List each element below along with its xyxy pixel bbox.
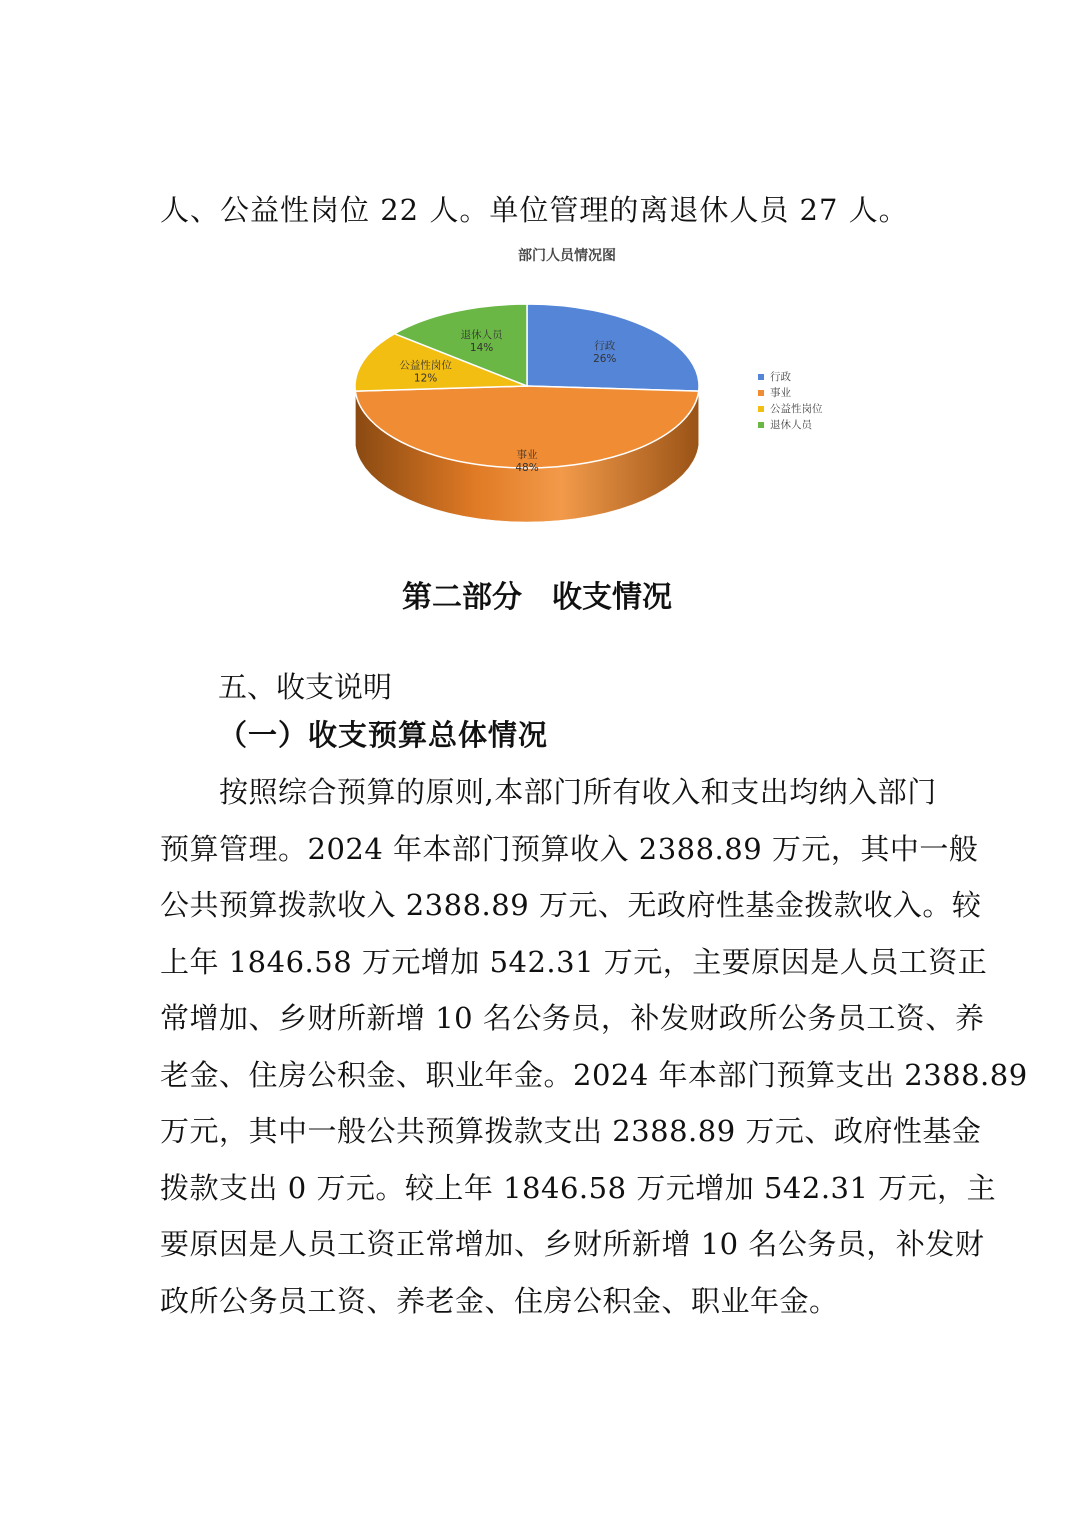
- paragraph-line: 老金、住房公积金、职业年金。2024 年本部门预算支出 2388.89: [160, 1057, 1028, 1092]
- slice-percent-label: 14%: [469, 341, 494, 354]
- section-heading: 五、收支说明: [218, 670, 393, 704]
- legend-swatch: [758, 422, 764, 428]
- paragraph-line: 常增加、乡财所新增 10 名公务员，补发财政所公务员工资、养: [160, 1001, 985, 1035]
- paragraph-line: 公共预算拨款收入 2388.89 万元、无政府性基金拨款收入。较: [160, 888, 982, 922]
- slice-name-label: 公益性岗位: [399, 359, 452, 372]
- paragraph-line: 按照综合预算的原则,本部门所有收入和支出均纳入部门: [160, 775, 937, 809]
- slice-percent-label: 12%: [413, 372, 438, 385]
- staff-pie-chart: [330, 240, 850, 540]
- slice-name-label: 事业: [516, 448, 538, 461]
- legend-label: 事业: [770, 387, 791, 399]
- slice-name-label: 行政: [594, 340, 616, 353]
- legend-swatch: [758, 374, 764, 380]
- chart-title: 部门人员情况图: [518, 247, 616, 263]
- part-name: 收支情况: [552, 580, 672, 615]
- paragraph-line: 政所公务员工资、养老金、住房公积金、职业年金。: [160, 1283, 839, 1318]
- slice-name-label: 退休人员: [460, 328, 503, 341]
- paragraph-line: 万元，其中一般公共预算拨款支出 2388.89 万元、政府性基金: [160, 1114, 982, 1148]
- part-title: [0, 578, 1074, 618]
- intro-text-line: 人、公益性岗位 22 人。单位管理的离退休人员 27 人。: [160, 193, 909, 227]
- paragraph-line: 预算管理。2024 年本部门预算收入 2388.89 万元，其中一般: [160, 831, 979, 866]
- paragraph-line: 拨款支出 0 万元。较上年 1846.58 万元增加 542.31 万元，主: [160, 1170, 997, 1205]
- legend-label: 退休人员: [770, 419, 812, 431]
- legend-swatch: [758, 406, 764, 412]
- legend-label: 行政: [770, 371, 791, 383]
- part-number: 第二部分: [402, 580, 522, 615]
- subsection-heading: （一）收支预算总体情况: [218, 718, 549, 752]
- pie-chart-svg: [330, 240, 850, 540]
- legend-label: 公益性岗位: [770, 403, 823, 415]
- slice-percent-label: 26%: [593, 353, 617, 366]
- body-paragraph: [160, 764, 1028, 1329]
- slice-percent-label: 48%: [515, 461, 539, 474]
- legend-swatch: [758, 390, 764, 396]
- paragraph-line: 要原因是人员工资正常增加、乡财所新增 10 名公务员，补发财: [160, 1227, 985, 1261]
- paragraph-line: 上年 1846.58 万元增加 542.31 万元，主要原因是人员工资正: [160, 944, 988, 979]
